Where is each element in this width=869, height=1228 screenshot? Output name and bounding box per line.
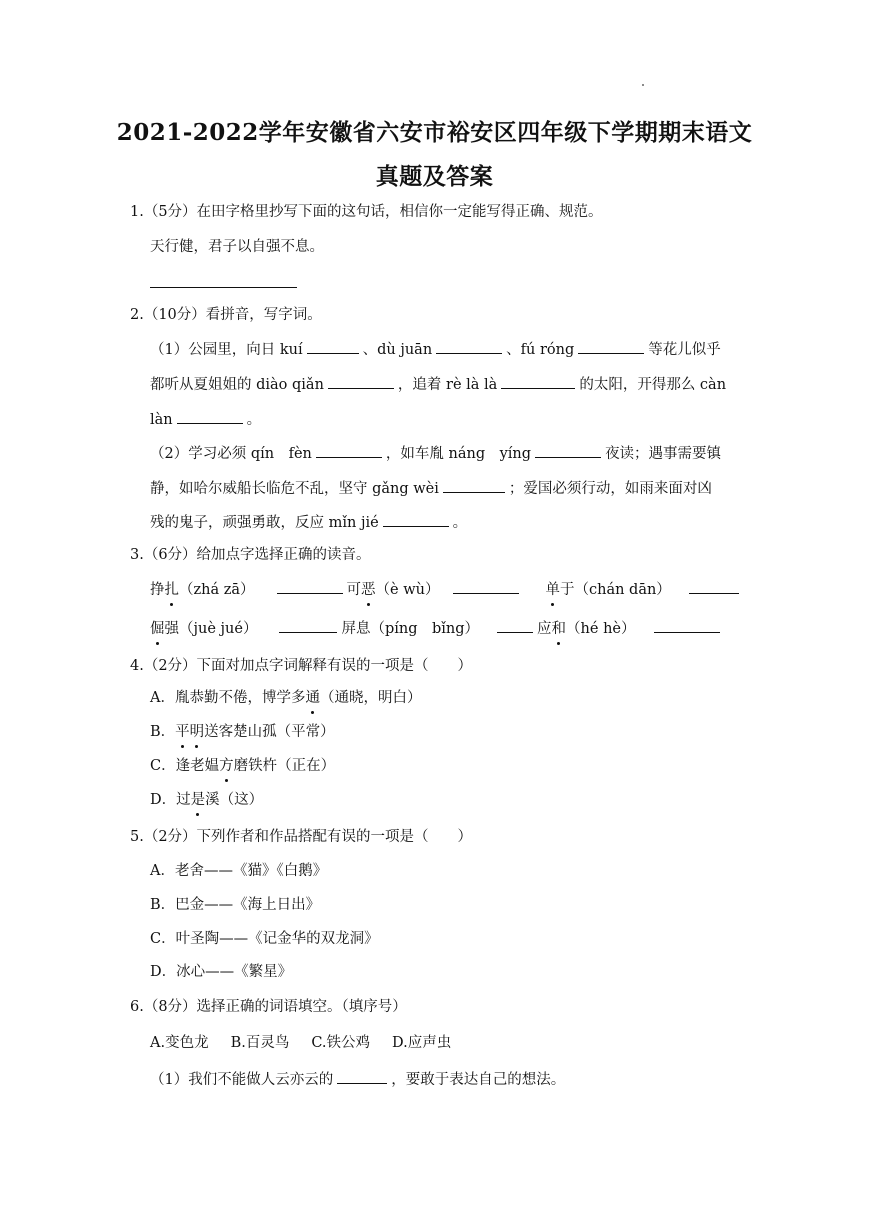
q2-stem: 2.（10分）看拼音，写字词。	[130, 307, 322, 323]
q3-row2	[150, 618, 724, 639]
q2-blank-nangying[interactable]	[535, 443, 601, 458]
q4-option-a[interactable]: A．胤恭勤不倦，博学多通（通晓，明白）	[150, 690, 422, 706]
q2-text-period2: 。	[452, 515, 468, 531]
q6-stem: 6.（8分）选择正确的词语填空。（填序号）	[130, 999, 407, 1015]
q2-text-aiguo: ；爱国必须行动，如雨来面对凶	[508, 481, 712, 497]
q2-blank-furong[interactable]	[578, 339, 644, 354]
q5-stem: 5.（2分）下列作者和作品搭配有误的一项是（ ）	[130, 829, 473, 845]
q2-line2	[150, 374, 726, 395]
q2-text-diaoqian: 都听从夏姐姐的 diào qiǎn	[150, 377, 324, 393]
q2-blank-kui[interactable]	[307, 339, 359, 354]
q6-choice-c[interactable]: C.铁公鸡	[311, 1035, 371, 1051]
q2-line6	[150, 512, 467, 533]
q3-blank-zhengzha[interactable]	[277, 579, 343, 594]
q3-blank-pingxi[interactable]	[497, 618, 533, 633]
q3-item-kewu: 可恶（è wù）	[346, 582, 440, 598]
q2-text-furong: 、fú róng	[506, 342, 575, 358]
q2-text-can: 的太阳，开得那么 càn	[579, 377, 727, 393]
q6-blank-1[interactable]	[337, 1069, 387, 1084]
q3-blank-kewu[interactable]	[453, 579, 519, 594]
q3-blank-chanyu[interactable]	[689, 579, 739, 594]
q2-blank-gangwei[interactable]	[443, 478, 505, 493]
q3-stem: 3.（6分）给加点字选择正确的读音。	[130, 547, 371, 563]
q6-choice-d[interactable]: D.应声虫	[392, 1035, 452, 1051]
q2-blank-qinfen[interactable]	[316, 443, 382, 458]
q2-line1	[150, 339, 721, 360]
doc-title-line2: 真题及答案	[375, 163, 494, 190]
q5-option-b[interactable]: B．巴金——《海上日出》	[150, 897, 321, 913]
q2-blank-canlan[interactable]	[177, 409, 243, 424]
q2-blank-dujuan[interactable]	[436, 339, 502, 354]
q3-item-yinghe: 应和（hé hè）	[537, 621, 636, 637]
q2-text-yedu: 夜读；遇事需要镇	[605, 446, 722, 462]
q2-text-nangying: ，如车胤 náng yíng	[385, 446, 532, 462]
q2-text-period1: 。	[246, 412, 262, 428]
q3-item-zhengzha: 挣扎（zhá zā）	[150, 582, 255, 598]
q4-option-d[interactable]: D．过是溪（这）	[150, 792, 264, 808]
q3-blank-juejiang[interactable]	[279, 618, 337, 633]
q2-blank-diaoqian[interactable]	[328, 374, 394, 389]
doc-title-line1: 2021-2022学年安徽省六安市裕安区四年级下学期期末语文	[116, 119, 753, 146]
q4-stem: 4.（2分）下面对加点字词解释有误的一项是（ ）	[130, 658, 473, 674]
q6-choice-b[interactable]: B.百灵鸟	[230, 1035, 290, 1051]
q2-line4	[150, 443, 721, 464]
q3-item-pingxi: 屏息（píng bǐng）	[341, 621, 480, 637]
q2-text-gangwei: 静，如哈尔威船长临危不乱，坚守 gǎng wèi	[150, 481, 439, 497]
q5-option-d[interactable]: D．冰心——《繁星》	[150, 964, 293, 980]
q1-stem: 1.（5分）在田字格里抄写下面的这句话，相信你一定能写得正确、规范。	[130, 204, 603, 220]
q3-item-juejiang: 倔强（juè jué）	[150, 621, 258, 637]
q2-blank-relala[interactable]	[501, 374, 575, 389]
q3-row1	[150, 579, 743, 600]
q2-line3	[150, 409, 261, 430]
q2-text-qinfen: （2）学习必须 qín fèn	[150, 446, 312, 462]
q2-text-relala: ，追着 rè là là	[397, 377, 498, 393]
q2-blank-minjie[interactable]	[383, 512, 449, 527]
q5-option-a[interactable]: A．老舍——《猫》《白鹅》	[150, 863, 328, 879]
q2-text-lan: làn	[150, 412, 173, 428]
q2-text-sihu: 等花儿似乎	[648, 342, 721, 358]
q1-answer-line[interactable]	[150, 287, 297, 288]
q6-sentence1: （1）我们不能做人云亦云的 ，要敢于表达自己的想法。	[150, 1069, 565, 1090]
q6-choice-a[interactable]: A.变色龙	[150, 1035, 209, 1051]
q2-text-dujuan: 、dù juān	[362, 342, 433, 358]
q2-text-minjie: 残的鬼子，顽强勇敢，反应 mǐn jié	[150, 515, 379, 531]
q4-option-c[interactable]: C．逢老媪方磨铁杵（正在）	[150, 758, 336, 774]
q3-item-chanyu: 单于（chán dān）	[545, 582, 671, 598]
scan-dot	[642, 84, 644, 86]
q1-sentence: 天行健，君子以自强不息。	[150, 239, 324, 255]
q2-line5	[150, 478, 712, 499]
q6-choices	[150, 1033, 451, 1053]
q3-blank-yinghe[interactable]	[654, 618, 720, 633]
q2-text-kui: （1）公园里，向日 kuí	[150, 342, 303, 358]
q4-option-b[interactable]: B．平明送客楚山孤（平常）	[150, 724, 335, 740]
q5-option-c[interactable]: C．叶圣陶——《记金华的双龙洞》	[150, 931, 379, 947]
